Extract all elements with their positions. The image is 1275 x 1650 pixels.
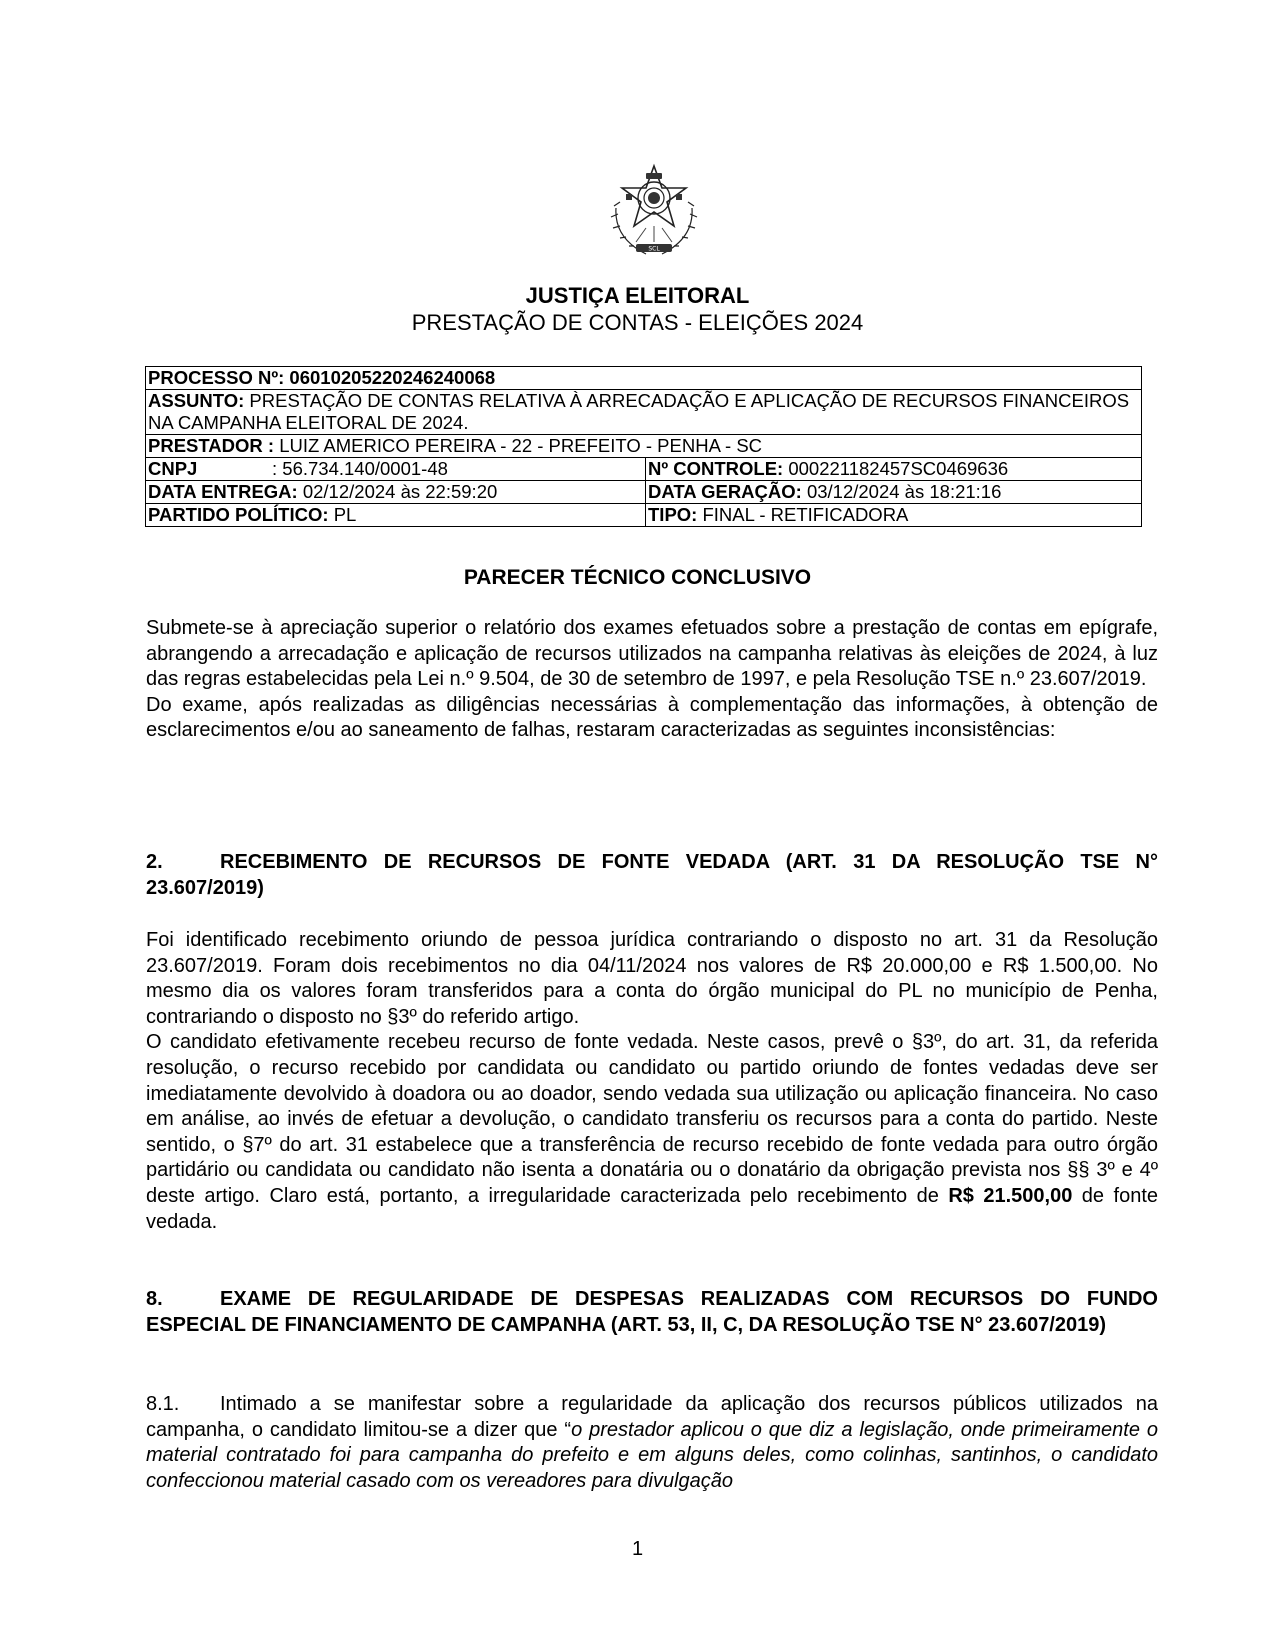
assunto-label: ASSUNTO: (148, 390, 245, 411)
cell-data-entrega (146, 481, 646, 504)
section-8-body (146, 1392, 1158, 1494)
entrega-value: 02/12/2024 às 22:59:20 (302, 481, 498, 502)
cell-prestador (146, 435, 1142, 458)
section-8-number: 8. (146, 1288, 163, 1310)
assunto-value: PRESTAÇÃO DE CONTAS RELATIVA À ARRECADAÇÃO E APLICAÇÃO DE RECURSOS FINANCEIROS NA CAMPANHA ELEITORAL DE 2024. (148, 390, 1130, 433)
section-2-paragraph-2-end: de fonte vedada. (146, 1184, 1159, 1233)
partido-value: PL (333, 504, 357, 525)
cnpj-label: CNPJ (148, 458, 198, 479)
cell-data-geracao (646, 481, 1142, 504)
section-8-1-paragraph (146, 1392, 1158, 1494)
coat-of-arms-seal (606, 158, 702, 262)
cell-processo (146, 367, 1142, 390)
processo-label: PROCESSO Nº: (148, 367, 285, 388)
section-8-1-text: Intimado a se manifestar sobre a regularidade da aplicação dos recursos públicos utilizados na campanha, o candidato limitou-se a dizer que “ (146, 1393, 1158, 1441)
document-title: PARECER TÉCNICO CONCLUSIVO (463, 566, 812, 589)
prestador-label: PRESTADOR : (148, 435, 275, 456)
cell-controle (646, 458, 1142, 481)
controle-value: 000221182457SC0469636 (788, 458, 1009, 479)
intro-block (146, 616, 1158, 744)
cell-cnpj (146, 458, 646, 481)
cell-tipo (646, 504, 1142, 527)
section-8-1-quote: o prestador aplicou o que diz a legislação, onde primeiramente o material contratado foi para campanha do prefeito e em alguns deles, como colinhas, santinhos, o candidato confeccionou material casado com os vereadores para divulgação (146, 1418, 1158, 1492)
section-8-1-number: 8.1. (146, 1393, 180, 1415)
section-2-paragraph-2 (146, 1030, 1158, 1235)
section-2-paragraph-2-start: O candidato efetivamente recebeu recurso de fonte vedada. Neste casos, prevê o §3º, do art. 31, da referida resolução, o recurso recebido por candidata ou candidato ou partido oriundo de fontes vedadas deve ser imediatamente devolvido à doadora ou ao doador, sendo vedada sua utilização ou aplicação financeira. No caso em análise, ao invés de efetuar a devolução, o candidato transferiu os recursos para a conta do partido. Neste sentido, o §7º do art. 31 estabelece que a transferência de recurso recebido de fonte vedada para outro órgão partidário ou candidata ou candidato não isenta a donatária ou o donatário da obrigação prevista nos §§ 3º e 4º deste artigo. Claro está, portanto, a irregularidade caracterizada pelo recebimento de (146, 1031, 1158, 1207)
row-datas (146, 481, 1142, 504)
tipo-value: FINAL - RETIFICADORA (702, 504, 909, 525)
geracao-label: DATA GERAÇÃO: (648, 481, 802, 502)
process-info-table (145, 366, 1142, 527)
section-8-heading (146, 1287, 1158, 1338)
section-2-body (146, 928, 1158, 1235)
section-2-heading (146, 850, 1158, 901)
intro-paragraph-2: Do exame, após realizadas as diligências necessárias à complementação das informações, à obtenção de esclarecimentos e/ou ao saneamento de falhas, restaram caracterizadas as seguintes inconsistências: (146, 693, 1158, 742)
cell-partido (146, 504, 646, 527)
section-2-paragraph-1: Foi identificado recebimento oriundo de pessoa jurídica contrariando o disposto no art. 31 da Resolução 23.607/2019. Foram dois recebimentos no dia 04/11/2024 nos valores de R$ 20.000,00 e R$ 1.500,00. No mesmo dia os valores foram transferidos para a conta do órgão municipal do PL no município de Penha, contrariando o disposto no §3º do referido artigo. (146, 929, 1158, 1028)
prestador-value: LUIZ AMERICO PEREIRA - 22 - PREFEITO - PENHA - SC (279, 435, 763, 456)
row-partido (146, 504, 1142, 527)
tipo-label: TIPO: (648, 504, 698, 525)
cnpj-value: : 56.734.140/0001-48 (272, 458, 448, 479)
row-assunto (146, 390, 1142, 435)
processo-value: 06010205220246240068 (289, 367, 496, 388)
header-court-name: JUSTIÇA ELEITORAL (525, 283, 750, 308)
section-2-amount: R$ 21.500,00 (948, 1184, 1073, 1207)
geracao-value: 03/12/2024 às 18:21:16 (806, 481, 1002, 502)
entrega-label: DATA ENTREGA: (148, 481, 298, 502)
section-2-number: 2. (146, 851, 163, 873)
partido-label: PARTIDO POLÍTICO: (148, 504, 329, 525)
row-processo (146, 367, 1142, 390)
header-subtitle: PRESTAÇÃO DE CONTAS - ELEIÇÕES 2024 (411, 310, 864, 335)
row-cnpj (146, 458, 1142, 481)
cell-assunto (146, 390, 1142, 435)
intro-paragraph-1: Submete-se à apreciação superior o relatório dos exames efetuados sobre a prestação de contas em epígrafe, abrangendo a arrecadação e aplicação de recursos utilizados na campanha relativas às eleições de 2024, à luz das regras estabelecidas pela Lei n.º 9.504, de 30 de setembro de 1997, e pela Resolução TSE n.º 23.607/2019. (146, 617, 1158, 691)
row-prestador (146, 435, 1142, 458)
section-2-heading-text: RECEBIMENTO DE RECURSOS DE FONTE VEDADA (ART. 31 DA RESOLUÇÃO TSE N° 23.607/2019) (146, 851, 1158, 899)
page-number: 1 (631, 1538, 644, 1560)
section-8-heading-text: EXAME DE REGULARIDADE DE DESPESAS REALIZADAS COM RECURSOS DO FUNDO ESPECIAL DE FINANCIAMENTO DE CAMPANHA (ART. 53, II, C, DA RESOLUÇÃO TSE N° 23.607/2019) (146, 1288, 1158, 1336)
controle-label: Nº CONTROLE: (648, 458, 784, 479)
crest-text: SCL (648, 245, 660, 253)
